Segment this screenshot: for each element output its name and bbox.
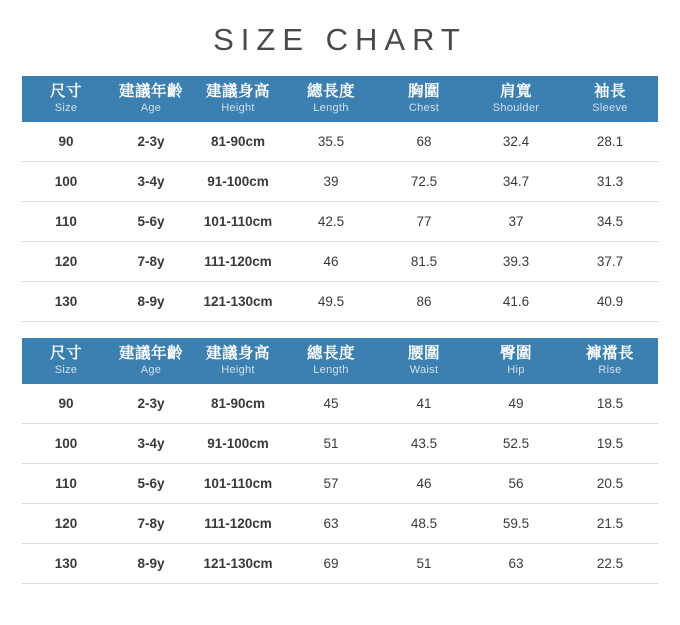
cell-size: 100 bbox=[22, 424, 110, 464]
table-row bbox=[22, 122, 658, 162]
cell-sleeve: 31.3 bbox=[562, 162, 658, 202]
cell-shoulder: 41.6 bbox=[470, 282, 562, 322]
cell-size: 110 bbox=[22, 202, 110, 242]
cell-rise: 19.5 bbox=[562, 424, 658, 464]
column-header-label-en: Age bbox=[140, 102, 162, 114]
cell-length: 45 bbox=[284, 384, 378, 424]
cell-length: 69 bbox=[284, 544, 378, 584]
cell-size: 130 bbox=[22, 544, 110, 584]
column-header-label-cn: 建議年齡 bbox=[118, 83, 183, 100]
bottom-table-body bbox=[22, 384, 658, 584]
column-header-label-en: Rise bbox=[598, 364, 622, 376]
column-header-label-cn: 臀圍 bbox=[499, 345, 532, 362]
cell-age: 2-3y bbox=[110, 384, 192, 424]
cell-chest: 68 bbox=[378, 122, 470, 162]
cell-waist: 46 bbox=[378, 464, 470, 504]
cell-chest: 86 bbox=[378, 282, 470, 322]
cell-size: 100 bbox=[22, 162, 110, 202]
column-header-size bbox=[22, 76, 110, 122]
column-header-label-cn: 尺寸 bbox=[49, 83, 82, 100]
column-header-label-en: Height bbox=[221, 102, 255, 114]
table-row bbox=[22, 282, 658, 322]
column-header-rise bbox=[562, 338, 658, 384]
column-header-label-en: Age bbox=[140, 364, 162, 376]
charts-container bbox=[0, 76, 680, 584]
cell-waist: 48.5 bbox=[378, 504, 470, 544]
cell-size: 130 bbox=[22, 282, 110, 322]
column-header-age bbox=[110, 76, 192, 122]
top-table-header bbox=[22, 76, 658, 122]
cell-chest: 77 bbox=[378, 202, 470, 242]
column-header-label-en: Sleeve bbox=[592, 102, 628, 114]
cell-height: 121-130cm bbox=[192, 282, 284, 322]
cell-shoulder: 37 bbox=[470, 202, 562, 242]
column-header-label-en: Chest bbox=[408, 102, 440, 114]
column-header-height bbox=[192, 76, 284, 122]
column-header-size bbox=[22, 338, 110, 384]
column-header-label-cn: 建議身高 bbox=[205, 345, 270, 362]
cell-rise: 22.5 bbox=[562, 544, 658, 584]
table-row bbox=[22, 384, 658, 424]
cell-size: 120 bbox=[22, 504, 110, 544]
cell-hip: 52.5 bbox=[470, 424, 562, 464]
cell-shoulder: 34.7 bbox=[470, 162, 562, 202]
column-header-label-cn: 腰圍 bbox=[407, 345, 440, 362]
cell-sleeve: 34.5 bbox=[562, 202, 658, 242]
cell-size: 120 bbox=[22, 242, 110, 282]
column-header-label-cn: 尺寸 bbox=[49, 345, 82, 362]
cell-height: 81-90cm bbox=[192, 384, 284, 424]
cell-shoulder: 39.3 bbox=[470, 242, 562, 282]
cell-height: 111-120cm bbox=[192, 242, 284, 282]
cell-height: 91-100cm bbox=[192, 424, 284, 464]
cell-age: 7-8y bbox=[110, 504, 192, 544]
cell-length: 57 bbox=[284, 464, 378, 504]
cell-length: 46 bbox=[284, 242, 378, 282]
cell-length: 35.5 bbox=[284, 122, 378, 162]
cell-hip: 59.5 bbox=[470, 504, 562, 544]
cell-age: 5-6y bbox=[110, 202, 192, 242]
column-header-label-cn: 總長度 bbox=[306, 345, 355, 362]
column-header-label-en: Shoulder bbox=[492, 102, 540, 114]
cell-age: 8-9y bbox=[110, 544, 192, 584]
cell-waist: 43.5 bbox=[378, 424, 470, 464]
column-header-label-en: Height bbox=[221, 364, 255, 376]
column-header-hip bbox=[470, 338, 562, 384]
column-header-label-cn: 總長度 bbox=[306, 83, 355, 100]
cell-rise: 18.5 bbox=[562, 384, 658, 424]
column-header-length bbox=[284, 76, 378, 122]
cell-waist: 41 bbox=[378, 384, 470, 424]
page-title: SIZE CHART bbox=[213, 22, 467, 57]
cell-sleeve: 40.9 bbox=[562, 282, 658, 322]
cell-age: 2-3y bbox=[110, 122, 192, 162]
cell-waist: 51 bbox=[378, 544, 470, 584]
cell-size: 90 bbox=[22, 122, 110, 162]
cell-hip: 56 bbox=[470, 464, 562, 504]
column-header-label-cn: 建議身高 bbox=[205, 83, 270, 100]
top-table-body bbox=[22, 122, 658, 322]
column-header-label-en: Waist bbox=[409, 364, 439, 376]
column-header-label-cn: 建議年齡 bbox=[118, 345, 183, 362]
bottom-size-table bbox=[22, 338, 658, 584]
cell-length: 63 bbox=[284, 504, 378, 544]
column-header-height bbox=[192, 338, 284, 384]
column-header-age bbox=[110, 338, 192, 384]
cell-age: 3-4y bbox=[110, 424, 192, 464]
cell-age: 5-6y bbox=[110, 464, 192, 504]
cell-length: 49.5 bbox=[284, 282, 378, 322]
column-header-length bbox=[284, 338, 378, 384]
table-row bbox=[22, 504, 658, 544]
cell-height: 121-130cm bbox=[192, 544, 284, 584]
table-row bbox=[22, 202, 658, 242]
cell-rise: 20.5 bbox=[562, 464, 658, 504]
cell-height: 111-120cm bbox=[192, 504, 284, 544]
cell-rise: 21.5 bbox=[562, 504, 658, 544]
cell-hip: 63 bbox=[470, 544, 562, 584]
column-header-label-en: Length bbox=[313, 364, 349, 376]
cell-age: 3-4y bbox=[110, 162, 192, 202]
bottom-table-header bbox=[22, 338, 658, 384]
column-header-label-cn: 肩寬 bbox=[499, 83, 532, 100]
column-header-label-en: Size bbox=[54, 364, 78, 376]
column-header-label-cn: 胸圍 bbox=[407, 83, 440, 100]
cell-height: 101-110cm bbox=[192, 202, 284, 242]
column-header-sleeve bbox=[562, 76, 658, 122]
table-row bbox=[22, 544, 658, 584]
top-size-table bbox=[22, 76, 658, 322]
column-header-label-cn: 褲襠長 bbox=[585, 345, 634, 362]
cell-length: 51 bbox=[284, 424, 378, 464]
table-header-row bbox=[22, 338, 658, 384]
cell-age: 8-9y bbox=[110, 282, 192, 322]
cell-chest: 81.5 bbox=[378, 242, 470, 282]
table-row bbox=[22, 424, 658, 464]
column-header-label-cn: 袖長 bbox=[593, 83, 626, 100]
cell-size: 110 bbox=[22, 464, 110, 504]
cell-age: 7-8y bbox=[110, 242, 192, 282]
column-header-label-en: Hip bbox=[507, 364, 525, 376]
table-row bbox=[22, 162, 658, 202]
cell-size: 90 bbox=[22, 384, 110, 424]
table-row bbox=[22, 464, 658, 504]
cell-length: 39 bbox=[284, 162, 378, 202]
column-header-waist bbox=[378, 338, 470, 384]
cell-shoulder: 32.4 bbox=[470, 122, 562, 162]
cell-height: 91-100cm bbox=[192, 162, 284, 202]
table-header-row bbox=[22, 76, 658, 122]
table-row bbox=[22, 242, 658, 282]
cell-sleeve: 37.7 bbox=[562, 242, 658, 282]
cell-chest: 72.5 bbox=[378, 162, 470, 202]
column-header-chest bbox=[378, 76, 470, 122]
cell-sleeve: 28.1 bbox=[562, 122, 658, 162]
column-header-label-en: Size bbox=[54, 102, 78, 114]
cell-height: 81-90cm bbox=[192, 122, 284, 162]
column-header-shoulder bbox=[470, 76, 562, 122]
column-header-label-en: Length bbox=[313, 102, 349, 114]
cell-hip: 49 bbox=[470, 384, 562, 424]
cell-height: 101-110cm bbox=[192, 464, 284, 504]
cell-length: 42.5 bbox=[284, 202, 378, 242]
